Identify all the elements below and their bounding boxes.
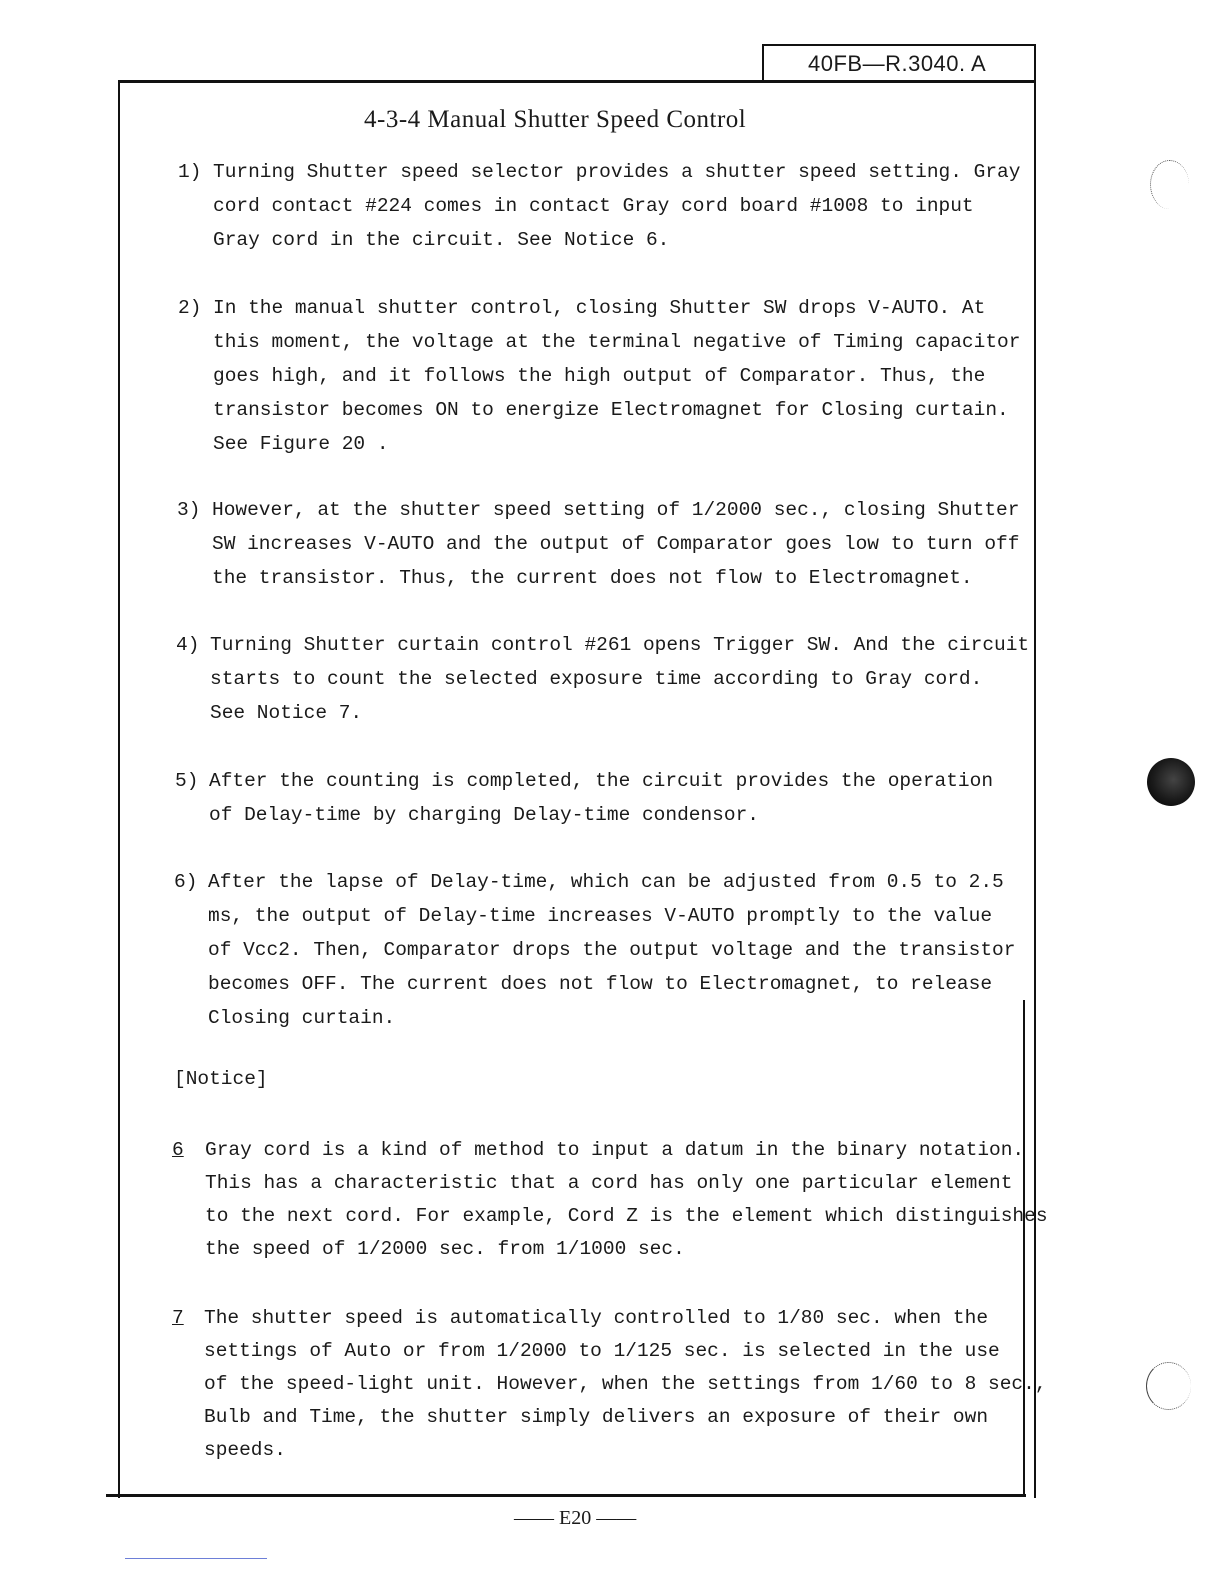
item-number: 3) xyxy=(177,499,201,521)
list-item xyxy=(176,628,1029,730)
notice-text-line: Bulb and Time, the shutter simply delivers an exposure of their own xyxy=(204,1406,989,1428)
item-text-line: ms, the output of Delay-time increases V-AUTO promptly to the value xyxy=(208,905,993,927)
frame-bottom-rule xyxy=(106,1494,1026,1497)
item-number: 6) xyxy=(174,871,198,893)
notice-text-line: the speed of 1/2000 sec. from 1/1000 sec. xyxy=(205,1238,685,1260)
item-text-line: After the lapse of Delay-time, which can be adjusted from 0.5 to 2.5 xyxy=(208,871,1004,893)
item-text-line: After the counting is completed, the circuit provides the operation xyxy=(209,770,994,792)
notice-text-line: of the speed-light unit. However, when the settings from 1/60 to 8 sec., xyxy=(204,1373,1047,1395)
item-text-line: of Delay-time by charging Delay-time condensor. xyxy=(209,804,759,826)
item-number: 4) xyxy=(176,634,200,656)
notice-text-line: to the next cord. For example, Cord Z is the element which distinguishes xyxy=(205,1205,1048,1227)
item-text-line: See Notice 7. xyxy=(210,702,363,724)
notice-item xyxy=(172,1302,1047,1467)
list-item xyxy=(177,493,1019,595)
item-text-line: this moment, the voltage at the terminal negative of Timing capacitor xyxy=(213,331,1021,353)
item-text-line: becomes OFF. The current does not flow to Electromagnet, to release xyxy=(208,973,993,995)
item-number: 1) xyxy=(178,161,202,183)
item-text-line: SW increases V-AUTO and the output of Comparator goes low to turn off xyxy=(212,533,1020,555)
notice-text-line: speeds. xyxy=(204,1439,286,1461)
notice-number: 7 xyxy=(172,1307,184,1329)
list-item xyxy=(174,865,1015,1035)
document-number: 40FB—R.3040. A xyxy=(762,44,1036,80)
list-item xyxy=(178,155,1020,257)
list-item xyxy=(175,764,993,832)
item-text-line: cord contact #224 comes in contact Gray cord board #1008 to input xyxy=(213,195,974,217)
notice-item xyxy=(172,1134,1048,1266)
notice-text-line: Gray cord is a kind of method to input a datum in the binary notation. xyxy=(205,1139,1025,1161)
punch-hole-icon xyxy=(1150,160,1189,209)
bottom-rule xyxy=(125,1558,267,1559)
list-item xyxy=(178,291,1020,461)
punch-hole-icon xyxy=(1147,758,1195,806)
item-text-line: In the manual shutter control, closing Shutter SW drops V-AUTO. At xyxy=(213,297,986,319)
item-text-line: starts to count the selected exposure time according to Gray cord. xyxy=(210,668,983,690)
notice-text-line: This has a characteristic that a cord has only one particular element xyxy=(205,1172,1013,1194)
item-text-line: See Figure 20 . xyxy=(213,433,389,455)
item-text-line: Turning Shutter curtain control #261 opens Trigger SW. And the circuit xyxy=(210,634,1030,656)
item-number: 2) xyxy=(178,297,202,319)
item-text-line: Gray cord in the circuit. See Notice 6. xyxy=(213,229,670,251)
item-text-line: transistor becomes ON to energize Electromagnet for Closing curtain. xyxy=(213,399,1009,421)
page-number: —— E20 —— xyxy=(514,1507,637,1529)
punch-hole-icon xyxy=(1146,1362,1191,1410)
item-text-line: the transistor. Thus, the current does not flow to Electromagnet. xyxy=(212,567,973,589)
notice-text-line: The shutter speed is automatically controlled to 1/80 sec. when the xyxy=(204,1307,989,1329)
notice-heading: [Notice] xyxy=(174,1068,268,1090)
section-title: 4-3-4 Manual Shutter Speed Control xyxy=(364,106,747,133)
notice-text-line: settings of Auto or from 1/2000 to 1/125 sec. is selected in the use xyxy=(204,1340,1000,1362)
item-number: 5) xyxy=(175,770,199,792)
item-text-line: However, at the shutter speed setting of 1/2000 sec., closing Shutter xyxy=(212,499,1020,521)
item-text-line: Turning Shutter speed selector provides a shutter speed setting. Gray xyxy=(213,161,1021,183)
item-text-line: goes high, and it follows the high output of Comparator. Thus, the xyxy=(213,365,986,387)
notice-number: 6 xyxy=(172,1139,184,1161)
item-text-line: of Vcc2. Then, Comparator drops the output voltage and the transistor xyxy=(208,939,1016,961)
item-text-line: Closing curtain. xyxy=(208,1007,396,1029)
